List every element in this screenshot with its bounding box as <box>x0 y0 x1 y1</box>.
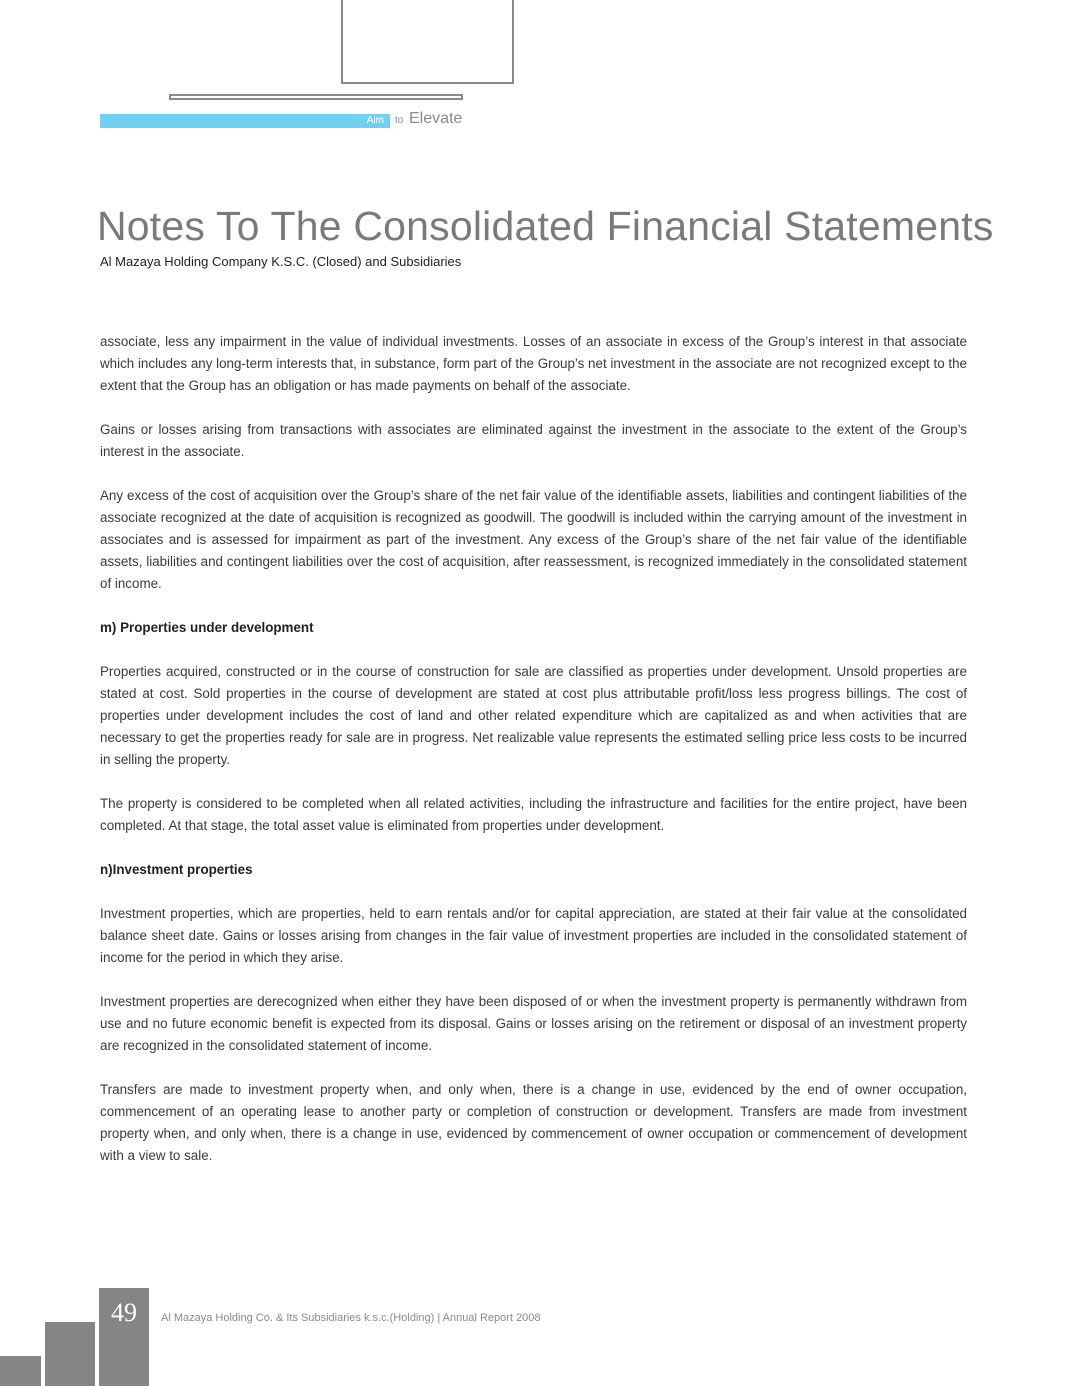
paragraph-investment-fair-value: Investment properties, which are properties, held to earn rentals and/or for capital appreciation, are stated at their fair value at the consolidated balance sheet date. Gains or losses arising from changes in the fair value of investment properties are included in the consolidated statement of income for the period in which they arise. <box>100 906 967 965</box>
decorative-frame <box>341 0 514 84</box>
page-number-block <box>99 1288 149 1386</box>
page-number: 49 <box>111 1298 137 1327</box>
footer-text: Al Mazaya Holding Co. & Its Subsidiaries k.s.c.(Holding) | Annual Report 2008 <box>161 1312 541 1324</box>
paragraph-goodwill: Any excess of the cost of acquisition over the Group’s share of the net fair value of the identifiable assets, liabilities and contingent liabilities of the associate recognized at the date of acquisition is recognized as goodwill. The goodwill is included within the carrying amount of the investment in associates and is assessed for impairment as part of the investment. Any excess of the Group’s share of the net fair value of the identifiable assets, liabilities and contingent liabilities over the cost of acquisition, after reassessment, is recognized immediately in the consolidated statement of income. <box>100 488 967 591</box>
paragraph-property-completion: The property is considered to be completed when all related activities, including the infrastructure and facilities for the entire project, have been completed. At that stage, the total asset value is eliminated from properties under development. <box>100 796 967 833</box>
footer-decorative-square <box>0 1356 41 1386</box>
body-text <box>100 331 967 1189</box>
paragraph-investment-derecognition: Investment properties are derecognized when either they have been disposed of or when the investment property is permanently withdrawn from use and no future economic benefit is expected from its disposal. Gains or losses arising on the retirement or disposal of an investment property are recognized in the consolidated statement of income. <box>100 994 967 1053</box>
section-heading-properties-under-development: m) Properties under development <box>100 620 314 635</box>
paragraph-investment-transfers: Transfers are made to investment property when, and only when, there is a change in use, evidenced by the end of owner occupation, commencement of an operating lease to another party or completion of construction or development. Transfers are made from investment property when, and only when, there is a change in use, evidenced by commencement of owner occupation or commencement of development with a view to sale. <box>100 1082 967 1163</box>
aim-word: Aim <box>366 115 384 126</box>
elevate-word: Elevate <box>409 110 463 127</box>
page-title: Notes To The Consolidated Financial Statements <box>97 203 994 249</box>
to-word: to <box>395 115 404 126</box>
paragraph-properties-cost: Properties acquired, constructed or in the course of construction for sale are classified as properties under development. Unsold properties are stated at cost. Sold properties in the course of development are stated at cost plus attributable profit/loss less progress billings. The cost of properties under development includes the cost of land and other related expenditure which are capitalized as and when activities that are necessary to get the properties ready for sale are in progress. Net realizable value represents the estimated selling price less costs to be incurred in selling the property. <box>100 664 967 767</box>
page-subtitle: Al Mazaya Holding Company K.S.C. (Closed) and Subsidiaries <box>100 254 462 269</box>
decorative-bar <box>169 94 463 100</box>
paragraph-associate-gains: Gains or losses arising from transactions with associates are eliminated against the investment in the associate to the extent of the Group’s interest in the associate. <box>100 422 967 459</box>
aim-banner <box>100 114 390 128</box>
paragraph-associate-losses: associate, less any impairment in the value of individual investments. Losses of an associate in excess of the Group’s interest in that associate which includes any long-term interests that, in substance, form part of the Group’s net investment in the associate are not recognized except to the extent that the Group has an obligation or has made payments on behalf of the associate. <box>100 334 967 393</box>
section-heading-investment-properties: n)Investment properties <box>100 862 253 877</box>
footer-decorative-square <box>45 1322 95 1386</box>
